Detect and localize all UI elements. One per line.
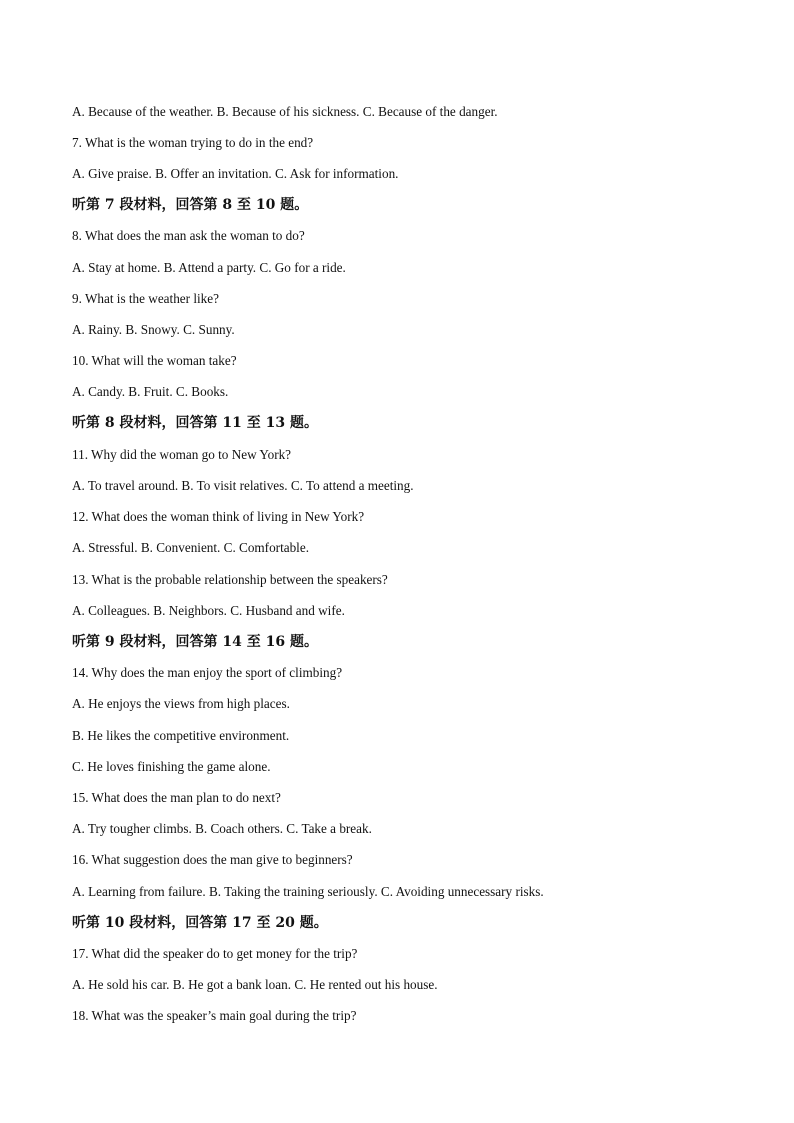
question-15: 15. What does the man plan to do next? — [72, 790, 281, 805]
answer-options-q12: A. Stressful. B. Convenient. C. Comfortable. — [72, 540, 309, 555]
answer-options-q7: A. Give praise. B. Offer an invitation. C. Ask for information. — [72, 166, 399, 181]
question-17: 17. What did the speaker do to get money for the trip? — [72, 946, 358, 961]
answer-options-q6: A. Because of the weather. B. Because of his sickness. C. Because of the danger. — [72, 104, 498, 119]
answer-option-q14-a: A. He enjoys the views from high places. — [72, 696, 290, 711]
question-8: 8. What does the man ask the woman to do? — [72, 228, 305, 243]
answer-options-q13: A. Colleagues. B. Neighbors. C. Husband and wife. — [72, 603, 345, 618]
section-heading-10: 听第 10 段材料，回答第 17 至 20 题。 — [72, 915, 328, 931]
question-18: 18. What was the speaker’s main goal during the trip? — [72, 1008, 357, 1023]
answer-options-q10: A. Candy. B. Fruit. C. Books. — [72, 384, 229, 399]
question-12: 12. What does the woman think of living in New York? — [72, 509, 365, 524]
section-heading-9: 听第 9 段材料，回答第 14 至 16 题。 — [72, 634, 318, 650]
answer-options-q15: A. Try tougher climbs. B. Coach others. C. Take a break. — [72, 821, 372, 836]
section-heading-8: 听第 8 段材料，回答第 11 至 13 题。 — [72, 415, 318, 431]
answer-options-q11: A. To travel around. B. To visit relatives. C. To attend a meeting. — [72, 478, 414, 493]
question-16: 16. What suggestion does the man give to beginners? — [72, 852, 353, 867]
section-heading-7: 听第 7 段材料，回答第 8 至 10 题。 — [72, 197, 309, 213]
question-11: 11. Why did the woman go to New York? — [72, 447, 292, 462]
answer-options-q9: A. Rainy. B. Snowy. C. Sunny. — [72, 322, 235, 337]
question-13: 13. What is the probable relationship between the speakers? — [72, 572, 388, 587]
answer-option-q14-c: C. He loves finishing the game alone. — [72, 759, 271, 774]
answer-options-q17: A. He sold his car. B. He got a bank loan. C. He rented out his house. — [72, 977, 438, 992]
answer-option-q14-b: B. He likes the competitive environment. — [72, 728, 290, 743]
question-10: 10. What will the woman take? — [72, 353, 237, 368]
question-7: 7. What is the woman trying to do in the end? — [72, 135, 314, 150]
answer-options-q8: A. Stay at home. B. Attend a party. C. Go for a ride. — [72, 260, 346, 275]
question-14: 14. Why does the man enjoy the sport of climbing? — [72, 665, 343, 680]
answer-options-q16: A. Learning from failure. B. Taking the training seriously. C. Avoiding unnecessary risks. — [72, 884, 544, 899]
question-9: 9. What is the weather like? — [72, 291, 219, 306]
